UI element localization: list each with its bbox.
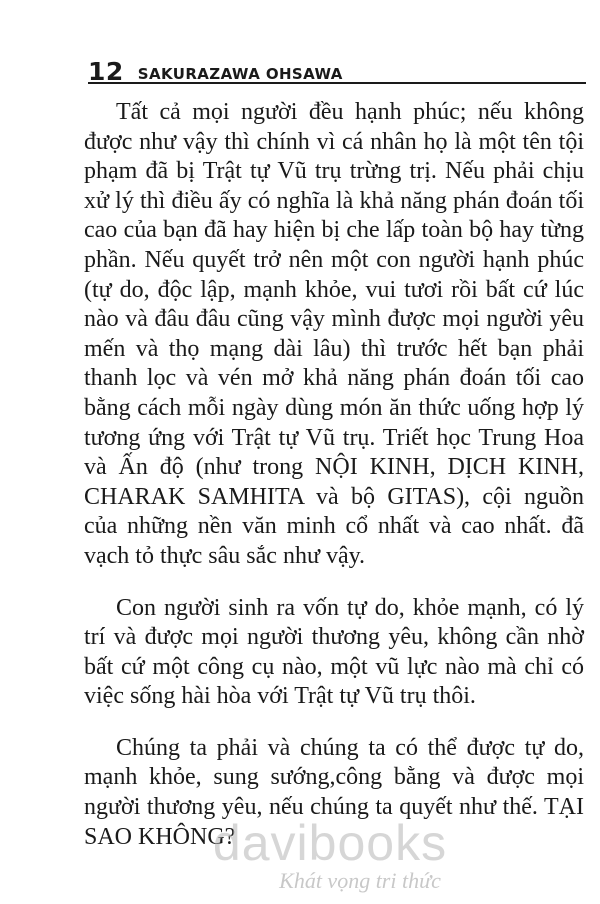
paragraph-2: Con người sinh ra vốn tự do, khỏe mạnh, có lý trí và được mọi người thương yêu, không cần nhờ bất cứ một công cụ nào, một vũ lực nào mà chỉ có việc sống hài hòa với Trật tự Vũ trụ thôi. [84,594,584,710]
watermark-tagline: Khát vọng tri thức [279,868,441,893]
page-header [88,50,586,84]
watermark-logo: davibooks [212,815,448,871]
body-text [84,98,584,852]
header-divider [88,82,586,84]
running-head-author: SAKURAZAWA OHSAWA [137,65,343,83]
page-number: 12 [88,57,124,86]
paragraph-3: Chúng ta phải và chúng ta có thể được tự do, mạnh khỏe, sung sướng,công bằng và được mọi người thương yêu, nếu chúng ta quyết như thế. TẠI SAO KHÔNG? [84,734,584,850]
paragraph-1: Tất cả mọi người đều hạnh phúc; nếu không được như vậy thì chính vì cá nhân họ là một tên tội phạm đã bị Trật tự Vũ trụ trừng trị. Nếu phải chịu xử lý thì điều ấy có nghĩa là khả năng phán đoán tối cao của bạn đã hay hiện bị che lấp toàn bộ hay từng phần. Nếu quyết trở nên một con người hạnh phúc (tự do, độc lập, mạnh khỏe, vui tươi rồi bất cứ lúc nào và đâu đâu cũng vậy mình được mọi người yêu mến và thọ mạng dài lâu) thì trước hết bạn phải thanh lọc và vén mở khả năng phán đoán tối cao bằng cách mỗi ngày dùng món ăn thức uống hợp lý tương ứng với Trật tự Vũ trụ. Triết học Trung Hoa và Ấn độ (như trong NỘI KINH, DỊCH KINH, CHARAK SAMHITA và bộ GITAS), cội nguồn của những nền văn minh cổ nhất và cao nhất. đã vạch tỏ thực sâu sắc như vậy. [84,99,584,569]
